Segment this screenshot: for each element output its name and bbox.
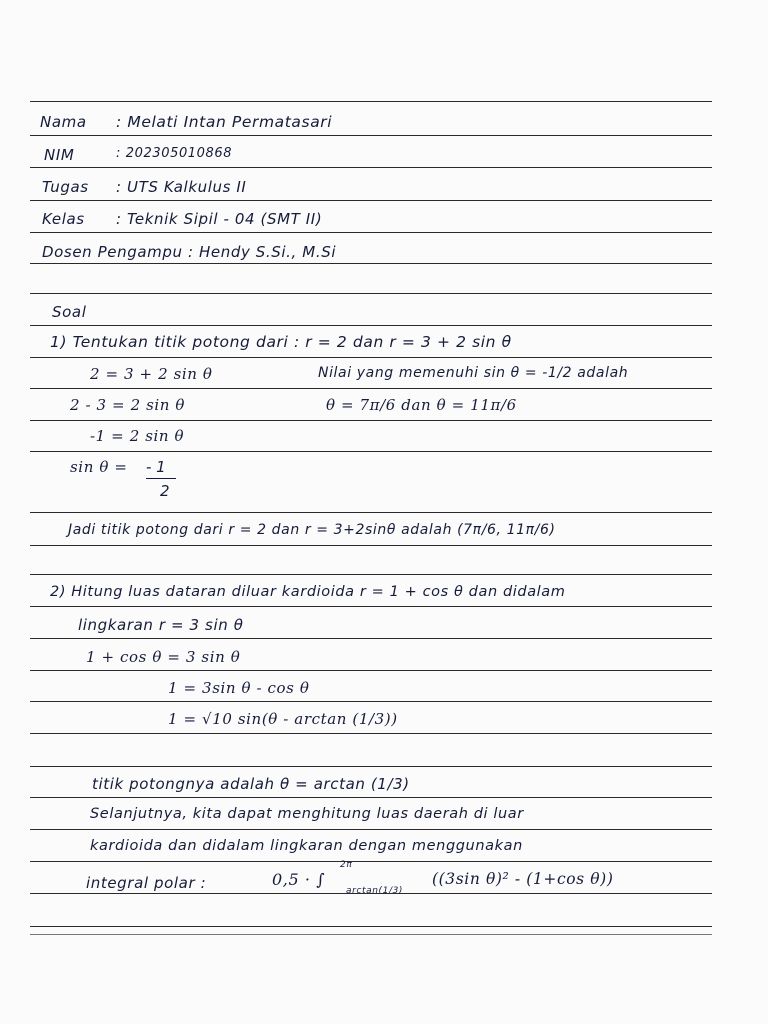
tugas-value: : UTS Kalkulus II: [116, 178, 247, 196]
rule-line: [30, 451, 712, 452]
rule-line: [30, 701, 712, 702]
tugas-label: Tugas: [42, 178, 89, 196]
rule-line: [30, 232, 712, 233]
dosen-label: Dosen Pengampu: [42, 243, 183, 261]
rule-line: [30, 829, 712, 830]
q1-note-2: θ = 7π/6 dan θ = 11π/6: [326, 396, 517, 414]
q1-step-3: -1 = 2 sin θ: [90, 427, 185, 445]
rule-line: [30, 325, 712, 326]
q2-step-3: 1 = √10 sin(θ - arctan (1/3)): [168, 710, 398, 728]
rule-line: [30, 606, 712, 607]
q1-step-4: sin θ =: [70, 458, 128, 476]
rule-line: [30, 545, 712, 546]
q2-integral: 0,5 · ∫: [272, 870, 326, 889]
rule-line: [30, 733, 712, 734]
q1-step-1: 2 = 3 + 2 sin θ: [90, 365, 213, 383]
rule-line: [30, 263, 712, 264]
rule-line: [30, 574, 712, 575]
nim-label: NIM: [44, 146, 75, 164]
nama-value: : Melati Intan Permatasari: [116, 113, 333, 131]
rule-line: [30, 926, 712, 927]
q2-question-line-2: lingkaran r = 3 sin θ: [78, 616, 244, 634]
nama-label: Nama: [40, 113, 87, 131]
rule-line: [30, 200, 712, 201]
kelas-label: Kelas: [42, 210, 85, 228]
q2-lower-limit: arctan(1/3): [346, 886, 404, 896]
rule-line: [30, 861, 712, 862]
q2-line-a: titik potongnya adalah θ = arctan (1/3): [92, 775, 410, 793]
q1-note-1: Nilai yang memenuhi sin θ = -1/2 adalah: [318, 365, 629, 381]
q2-upper-limit: 2π: [340, 860, 353, 870]
rule-line: [30, 101, 712, 102]
rule-line: [30, 934, 712, 935]
q1-frac-numerator: - 1: [146, 458, 166, 476]
q2-line-d-label: integral polar :: [86, 874, 207, 892]
rule-line: [30, 512, 712, 513]
kelas-value: : Teknik Sipil - 04 (SMT II): [116, 210, 323, 228]
dosen-value: : Hendy S.Si., M.Si: [188, 243, 337, 261]
q1-step-2: 2 - 3 = 2 sin θ: [70, 396, 186, 414]
q1-frac-bar: [146, 478, 176, 479]
nim-value: : 202305010868: [116, 146, 233, 161]
soal-label: Soal: [52, 303, 87, 321]
q1-conclusion: Jadi titik potong dari r = 2 dan r = 3+2sinθ adalah (7π/6, 11π/6): [68, 522, 556, 538]
rule-line: [30, 420, 712, 421]
q2-step-1: 1 + cos θ = 3 sin θ: [86, 648, 241, 666]
rule-line: [30, 797, 712, 798]
q2-integrand: ((3sin θ)² - (1+cos θ)): [432, 870, 614, 888]
rule-line: [30, 167, 712, 168]
q2-line-c: kardioida dan didalam lingkaran dengan menggunakan: [90, 838, 523, 854]
rule-line: [30, 135, 712, 136]
rule-line: [30, 388, 712, 389]
q2-question-line-1: 2) Hitung luas dataran diluar kardioida r = 1 + cos θ dan didalam: [50, 584, 566, 600]
rule-line: [30, 766, 712, 767]
q1-frac-denominator: 2: [160, 482, 170, 500]
rule-line: [30, 293, 712, 294]
rule-line: [30, 638, 712, 639]
rule-line: [30, 670, 712, 671]
q2-step-2: 1 = 3sin θ - cos θ: [168, 679, 310, 697]
rule-line: [30, 357, 712, 358]
q1-question: 1) Tentukan titik potong dari : r = 2 dan r = 3 + 2 sin θ: [50, 333, 512, 351]
q2-line-b: Selanjutnya, kita dapat menghitung luas daerah di luar: [90, 806, 524, 822]
